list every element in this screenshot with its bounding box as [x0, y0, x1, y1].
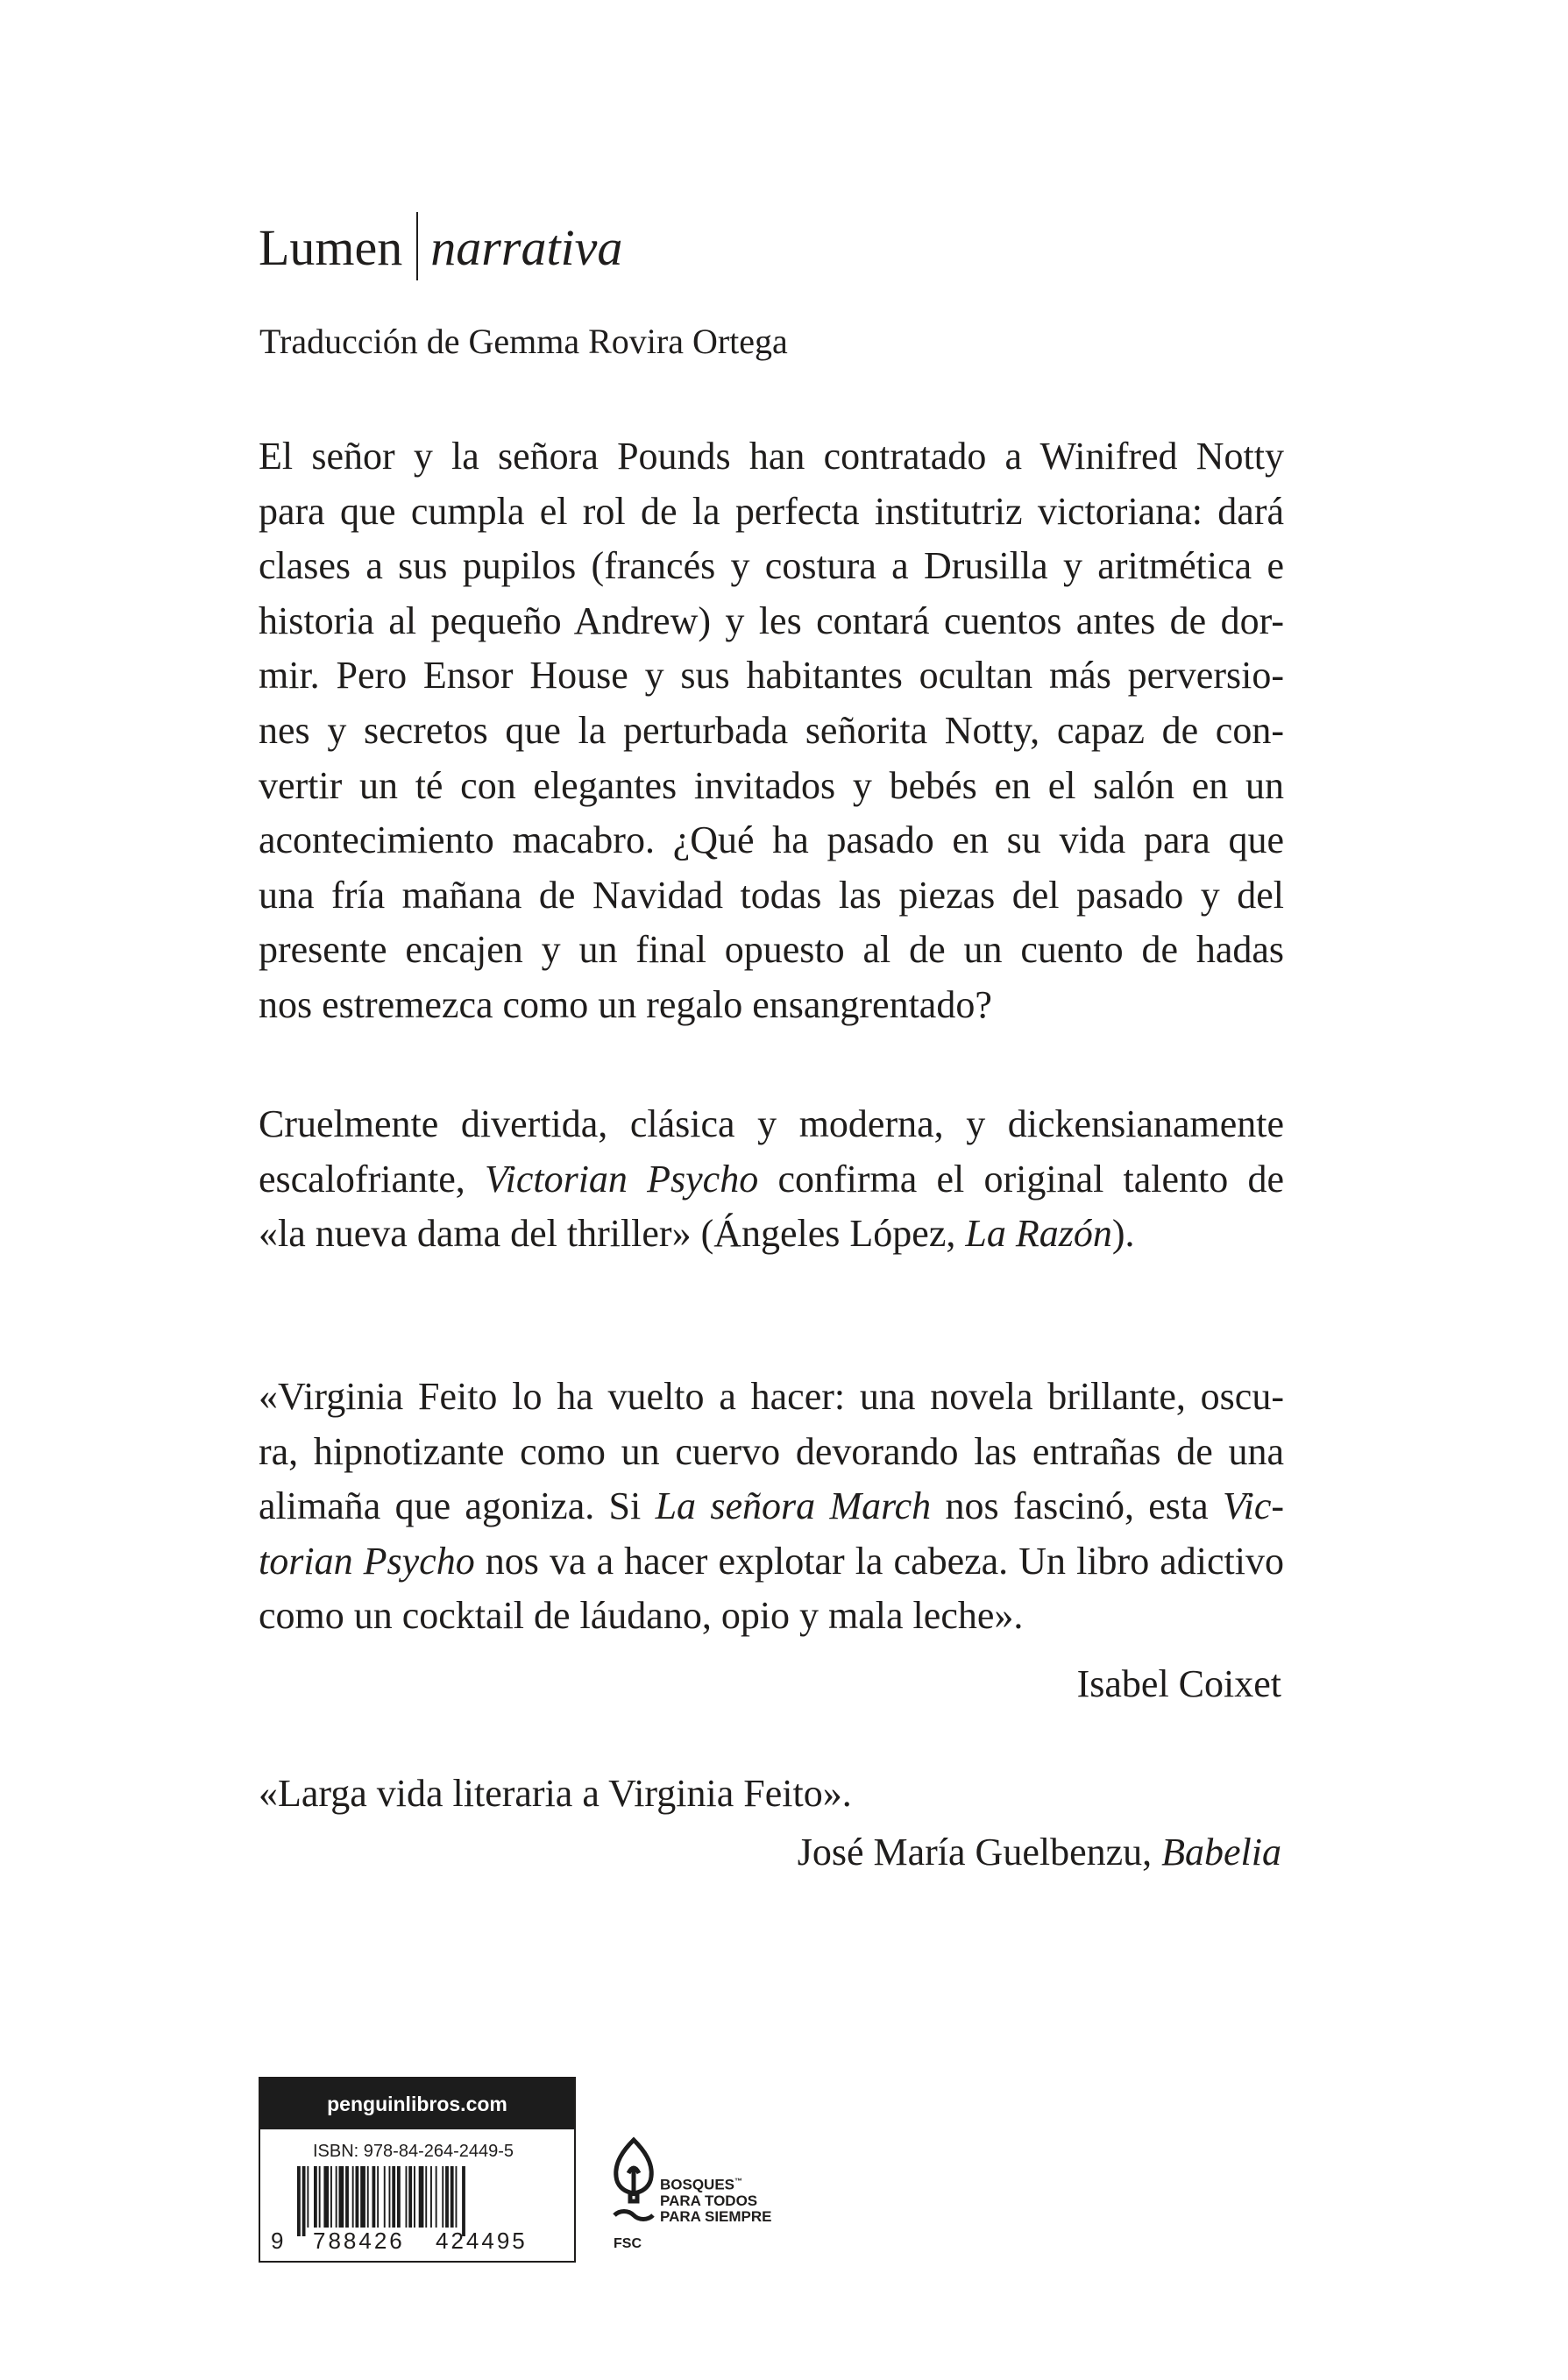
fsc-slogan-line: PARA SIEMPRE: [660, 2207, 772, 2225]
barcode-bar: [367, 2166, 369, 2228]
synopsis-line: historia al pequeño Andrew) y les contará cuentos antes de dor-: [259, 599, 1284, 642]
source-title: La Razón: [965, 1212, 1112, 1256]
blurb-text: ).: [1111, 1212, 1135, 1256]
barcode-bar: [425, 2166, 427, 2228]
fsc-slogan-line: [660, 2173, 772, 2193]
fsc-slogan-text: BOSQUES: [660, 2176, 735, 2193]
blurb-line: [259, 1207, 1284, 1262]
barcode-block: [259, 2077, 576, 2263]
synopsis-line: acontecimiento macabro. ¿Qué ha pasado en su vida para que: [259, 818, 1284, 862]
synopsis-line: una fría mañana de Navidad todas las piezas del pasado y del: [259, 873, 1284, 917]
quote-text: nos va a hacer explotar la cabeza. Un libro adictivo: [485, 1539, 1284, 1583]
fsc-tree-icon: [607, 2135, 660, 2240]
review-quote-guelbenzu: [259, 1767, 1284, 1822]
barcode-bar: [307, 2166, 309, 2228]
barcode-bar: [406, 2166, 408, 2228]
quote-line: «Virginia Feito lo ha vuelto a hacer: una novela brillante, oscu-: [259, 1375, 1284, 1418]
barcode-bar: [339, 2166, 344, 2228]
synopsis-line: nes y secretos que la perturbada señorita Notty, capaz de con-: [259, 708, 1284, 752]
author-name: José María Guelbenzu,: [797, 1831, 1153, 1874]
publisher-brand: [259, 212, 622, 280]
blurb-text: «la nueva dama del thriller» (Ángeles López,: [259, 1212, 956, 1256]
blurb-text: confirma el original talento de: [777, 1157, 1285, 1201]
barcode-bar: [297, 2166, 301, 2236]
barcode-bar: [336, 2166, 337, 2228]
barcode-bar: [389, 2166, 391, 2228]
trademark-symbol: ™: [734, 2177, 743, 2185]
barcode-digit-first: 9: [271, 2228, 284, 2254]
quote-line: como un cocktail de láudano, opio y mala leche».: [259, 1594, 1024, 1638]
quote-text: alimaña que agoniza. Si: [259, 1484, 642, 1528]
blurb-line: [259, 1152, 1284, 1208]
fsc-label: FSC: [614, 2236, 642, 2251]
barcode-bar: [345, 2166, 349, 2228]
quote-author: Isabel Coixet: [1076, 1662, 1281, 1705]
barcode-digits-right: 424495: [436, 2228, 528, 2254]
review-quote-coixet: [259, 1370, 1284, 1644]
barcode-bar: [451, 2166, 454, 2228]
quote-text: nos fascinó, esta: [945, 1484, 1209, 1528]
barcode-bar: [384, 2166, 386, 2228]
synopsis-paragraph: [259, 429, 1284, 1033]
synopsis-line: vertir un té con elegantes invitados y bebés en el salón en un: [259, 763, 1284, 807]
barcode-bar: [372, 2166, 376, 2228]
synopsis-line: mir. Pero Ensor House y sus habitantes ocultan más perversio-: [259, 654, 1284, 698]
barcode-bar: [445, 2166, 449, 2228]
barcode-bar: [323, 2166, 329, 2228]
fsc-slogan: [660, 2173, 772, 2225]
barcode-bar: [319, 2166, 321, 2228]
barcode-bar: [360, 2166, 365, 2228]
quote-line: [259, 1534, 1284, 1590]
translator-credit: Traducción de Gemma Rovira Ortega: [259, 322, 788, 361]
book-title: torian Psycho: [259, 1539, 475, 1583]
publisher-name: Lumen: [259, 219, 403, 276]
barcode-digits-left: 788426: [313, 2228, 405, 2254]
book-title: La señora March: [655, 1484, 932, 1528]
brand-divider: [416, 212, 418, 280]
synopsis-line: nos estremezca como un regalo ensangrentado?: [259, 982, 992, 1026]
barcode-bar: [430, 2166, 432, 2228]
blurb-text: escalofriante,: [259, 1157, 465, 1201]
barcode-bar: [456, 2166, 458, 2228]
synopsis-line: presente encajen y un final opuesto al de un cuento de hadas: [259, 928, 1284, 972]
barcode-bar: [392, 2166, 395, 2228]
collection-name: narrativa: [430, 219, 623, 276]
synopsis-line: para que cumpla el rol de la perfecta institutriz victoriana: dará: [259, 489, 1284, 533]
synopsis-line: El señor y la señora Pounds han contratado a Winifred Notty: [259, 435, 1284, 478]
book-title: Vic-: [1223, 1484, 1285, 1528]
blurb-line: Cruelmente divertida, clásica y moderna, y dickensianamente: [259, 1102, 1284, 1145]
fsc-slogan-line: PARA TODOS: [660, 2192, 758, 2209]
barcode-bar: [462, 2166, 465, 2236]
barcode-bar: [302, 2166, 306, 2236]
barcode-bar: [377, 2166, 379, 2228]
source-title: Babelia: [1161, 1831, 1281, 1874]
barcode-bars: [295, 2166, 550, 2236]
barcode-bar: [419, 2166, 424, 2228]
barcode-bar: [330, 2166, 332, 2228]
barcode-bar: [356, 2166, 359, 2228]
book-title: Victorian Psycho: [484, 1157, 759, 1201]
synopsis-line: clases a sus pupilos (francés y costura a Drusilla y aritmética e: [259, 544, 1284, 588]
quote-line: «Larga vida literaria a Virginia Feito».: [259, 1772, 852, 1815]
website-label: penguinlibros.com: [260, 2079, 574, 2129]
barcode-bar: [352, 2166, 354, 2228]
barcode-bar: [414, 2166, 415, 2228]
barcode-bar: [408, 2166, 412, 2228]
barcode-bar: [314, 2166, 317, 2228]
quote-line: ra, hipnotizante como un cuervo devorando las entrañas de una: [259, 1429, 1284, 1473]
barcode-bar: [397, 2166, 401, 2228]
blurb-paragraph: [259, 1097, 1284, 1262]
isbn-text: ISBN: 978-84-264-2449-5: [313, 2142, 514, 2161]
barcode-bar: [436, 2166, 437, 2228]
quote-author: [798, 1833, 1281, 1872]
barcode-bar: [442, 2166, 443, 2228]
quote-line: [259, 1479, 1284, 1534]
